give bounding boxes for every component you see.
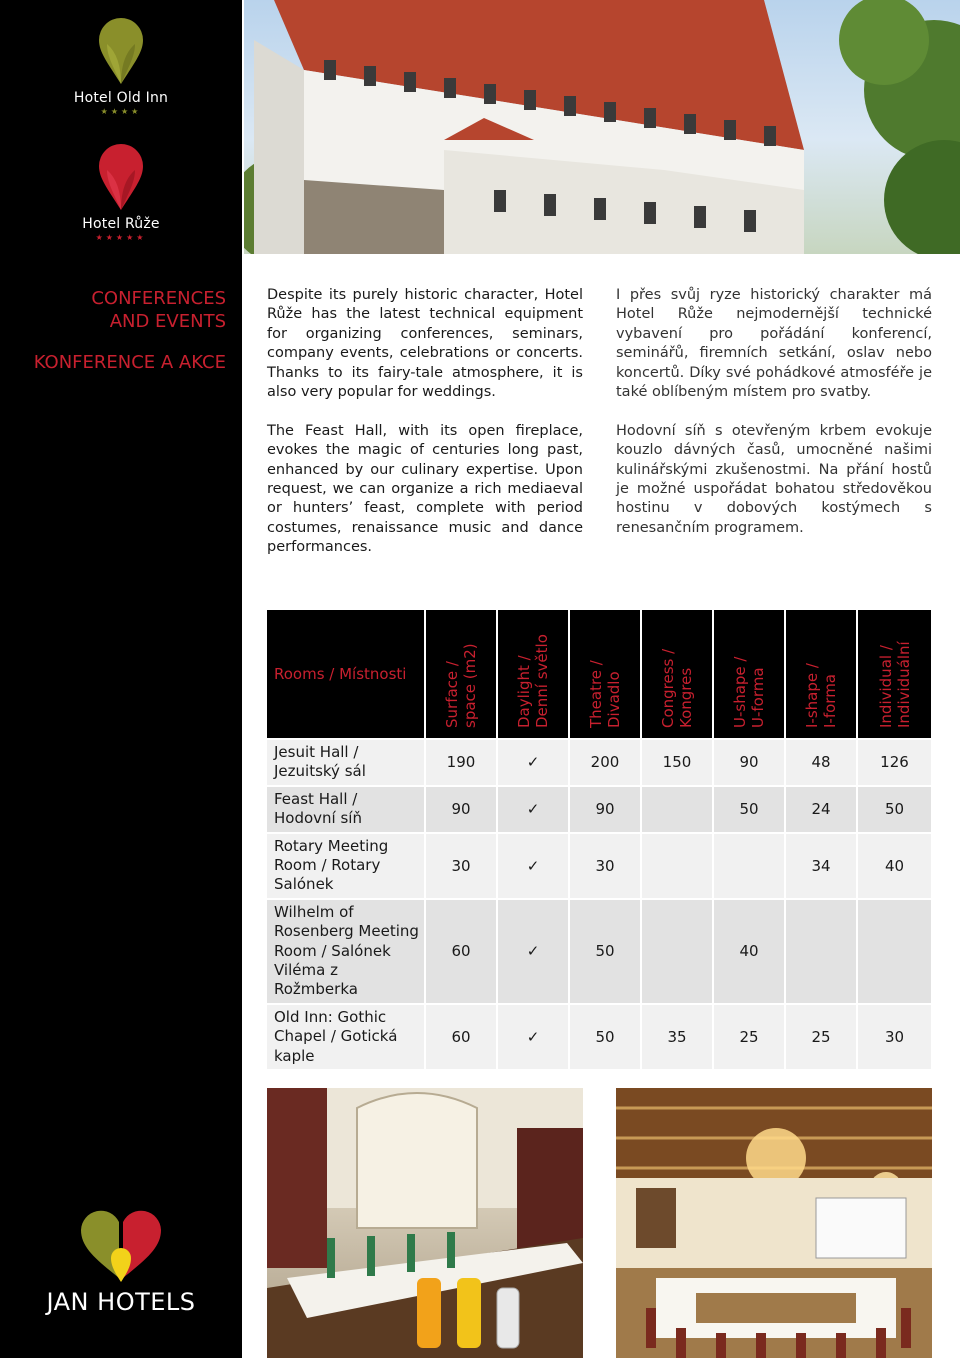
red-pin-icon (97, 142, 145, 212)
room-name-line: Chapel / Gotická (274, 1027, 398, 1046)
hotel-old-inn-stars: ★★★★ (100, 107, 142, 116)
ushape-cell (713, 833, 785, 899)
room-name-line: Rotary Meeting (274, 836, 389, 855)
room-name-line: Jesuit Hall / (274, 743, 359, 761)
congress-cell (641, 899, 713, 1004)
olive-pin-icon (97, 16, 145, 86)
ishape-cell (785, 899, 857, 1004)
room-name-line: Wilhelm of (274, 902, 354, 921)
hotel-ruze-logo (0, 142, 242, 242)
ushape-cell: 40 (713, 899, 785, 1004)
hotel-old-inn-name: Hotel Old Inn (73, 90, 169, 106)
header-individual (857, 610, 931, 739)
header-theatre-line1: Theatre / (587, 660, 605, 728)
room-name-cell (267, 833, 425, 899)
paragraph-en-1: Despite its purely historic character, Hotel Růže has the latest technical equipment for organizing conferences, seminars, company events, celebrations or concerts. Thanks to its fairy-tale atmosphere, it is also very popular for weddings. (267, 287, 583, 401)
congress-cell: 35 (641, 1004, 713, 1069)
congress-cell (641, 786, 713, 833)
jan-hotels-brand-name: JAN HOTELS (46, 1288, 196, 1316)
individual-cell: 40 (857, 833, 931, 899)
paragraph-cz-2: Hodovní síň s otevřeným krbem evokuje kouzlo dávných časů, umocněné našimi kulinářskými zkušenostmi. Na přání hostů je možné uspořádat bohatou středověkou hostinu v dobových kostýmech s renesančním programem. (616, 422, 932, 536)
ushape-cell: 25 (713, 1004, 785, 1069)
room-name-line: kaple (274, 1046, 315, 1065)
individual-cell (857, 899, 931, 1004)
jan-hotels-hearts-icon (79, 1208, 163, 1284)
header-daylight-line2: Denní světlo (533, 634, 551, 728)
hero-hotel-photo (244, 0, 960, 254)
jan-hotels-logo (0, 1208, 242, 1316)
daylight-check-icon: ✓ (497, 833, 569, 899)
header-theatre (569, 610, 641, 739)
room-name-line: Rosenberg Meeting (274, 922, 419, 941)
daylight-check-icon: ✓ (497, 739, 569, 786)
header-daylight (497, 610, 569, 739)
feast-hall-photo (616, 1088, 932, 1358)
header-congress-line2: Kongres (677, 667, 695, 728)
section-title-cz-text: KONFERENCE A AKCE (33, 352, 226, 373)
ishape-cell: 34 (785, 833, 857, 899)
header-congress (641, 610, 713, 739)
text-column-cz (616, 286, 932, 558)
daylight-check-icon: ✓ (497, 899, 569, 1004)
surface-cell: 190 (425, 739, 497, 786)
table-row (267, 1004, 931, 1069)
header-ishape-line1: I-shape / (803, 663, 821, 728)
congress-cell (641, 833, 713, 899)
theatre-cell: 30 (569, 833, 641, 899)
daylight-check-icon: ✓ (497, 1004, 569, 1069)
header-theatre-line2: Divadlo (605, 671, 623, 728)
meeting-room-photo (267, 1088, 583, 1358)
table-row (267, 833, 931, 899)
header-individual-line2: Individuální (894, 641, 913, 728)
individual-cell: 50 (857, 786, 931, 833)
congress-cell: 150 (641, 739, 713, 786)
header-ushape-line1: U-shape / (731, 656, 749, 728)
room-name-cell (267, 899, 425, 1004)
section-title-en (6, 287, 226, 333)
room-name-cell (267, 786, 425, 833)
room-name-cell (267, 739, 425, 786)
header-surface-line1: Surface / (443, 661, 461, 728)
ishape-cell: 25 (785, 1004, 857, 1069)
header-ishape-line2: I-forma (821, 673, 839, 728)
individual-cell: 30 (857, 1004, 931, 1069)
individual-cell: 126 (857, 739, 931, 786)
ushape-cell: 90 (713, 739, 785, 786)
paragraph-cz-1: I přes svůj ryze historický charakter má Hotel Růže nejmodernější technické vybavení pro pořádání konferencí, seminářů, firemních setkání, oslav nebo koncertů. Díky své pohádkové atmosféře je také oblíbeným místem pro svatby. (616, 287, 932, 401)
table-row (267, 739, 931, 786)
header-individual-line1: Individual / (876, 645, 895, 728)
text-column-en (267, 286, 583, 577)
hotel-old-inn-logo (0, 16, 242, 116)
ishape-cell: 48 (785, 739, 857, 786)
header-daylight-line1: Daylight / (515, 655, 533, 728)
daylight-check-icon: ✓ (497, 786, 569, 833)
surface-cell: 90 (425, 786, 497, 833)
rooms-capacity-table (267, 610, 931, 1069)
header-ushape (713, 610, 785, 739)
feast-hall-illustration (616, 1088, 932, 1358)
header-surface-line2: space (m2) (461, 643, 479, 728)
surface-cell: 60 (425, 1004, 497, 1069)
surface-cell: 60 (425, 899, 497, 1004)
hotel-building-illustration (244, 0, 960, 254)
room-name-line: Room / Salónek (274, 941, 391, 960)
room-name-line: Salónek (274, 875, 334, 894)
header-ushape-line2: U-forma (749, 667, 767, 728)
room-name-line: Feast Hall / (274, 789, 358, 808)
ishape-cell: 24 (785, 786, 857, 833)
ushape-cell: 50 (713, 786, 785, 833)
table-row (267, 899, 931, 1004)
room-name-line: Jezuitský sál (274, 762, 366, 781)
header-ishape (785, 610, 857, 739)
section-title-en-line2: AND EVENTS (109, 311, 226, 332)
paragraph-en-2: The Feast Hall, with its open fireplace, evokes the magic of centuries long past, enhanced by our culinary expertise. Upon request, we can organize a rich mediaeval or hunters’ feast, complete with period costumes, renaissance music and dance performances. (267, 422, 583, 556)
theatre-cell: 50 (569, 899, 641, 1004)
surface-cell: 30 (425, 833, 497, 899)
section-title-en-line1: CONFERENCES (91, 288, 226, 309)
header-rooms: Rooms / Místnosti (267, 610, 425, 739)
room-name-cell (267, 1004, 425, 1069)
theatre-cell: 90 (569, 786, 641, 833)
room-name-line: Old Inn: Gothic (274, 1007, 387, 1026)
table-header-row (267, 610, 931, 739)
table-row (267, 786, 931, 833)
hotel-ruze-name: Hotel Růže (82, 216, 160, 232)
section-title-cz (6, 351, 226, 374)
room-name-line: Hodovní síň (274, 809, 362, 828)
meeting-room-illustration (267, 1088, 583, 1358)
room-name-line: Viléma z Rožmberka (274, 961, 358, 999)
theatre-cell: 200 (569, 739, 641, 786)
theatre-cell: 50 (569, 1004, 641, 1069)
room-name-line: Room / Rotary (274, 856, 381, 875)
header-congress-line1: Congress / (659, 648, 677, 728)
hotel-ruze-stars: ★★★★★ (95, 233, 147, 242)
header-surface (425, 610, 497, 739)
